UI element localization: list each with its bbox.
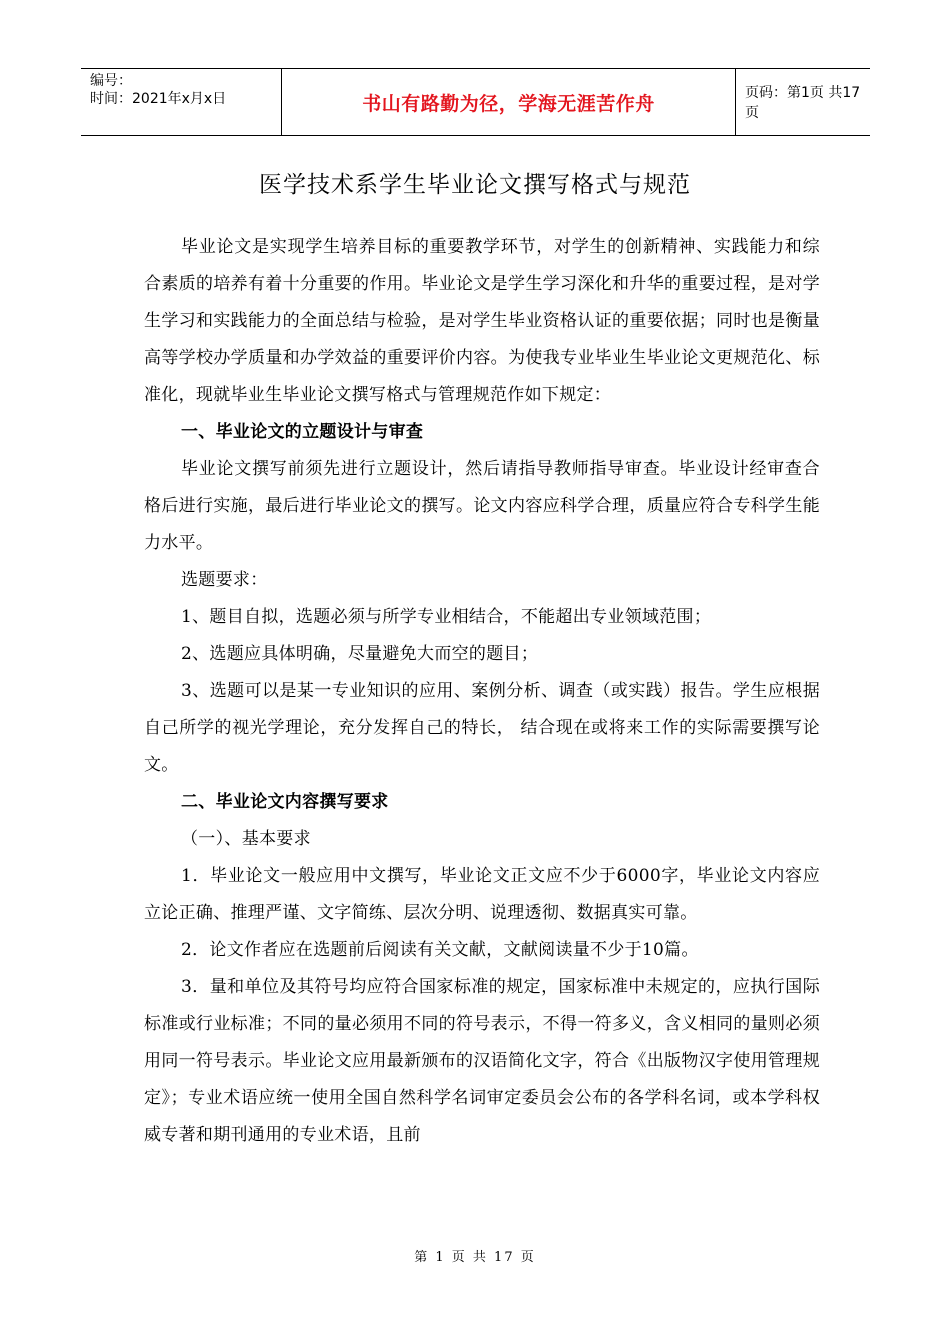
body-paragraph: 3．量和单位及其符号均应符合国家标准的规定，国家标准中未规定的，应执行国际标准或行业标准；不同的量必须用不同的符号表示，不得一符多义，含义相同的量则必须用同一符号表示。毕业论文应用最新颁布的汉语简化文字，符合《出版物汉字使用管理规定》；专业术语应统一使用全国自然科学名词审定委员会公布的各学科名词，或本学科权威专著和期刊通用的专业术语，且前 (144, 977, 820, 1145)
time-label: 时间：2021年x月x日 (90, 91, 227, 107)
number-label: 编号： (90, 73, 132, 89)
list-item: 3、选题可以是某一专业知识的应用、案例分析、调查（或实践）报告。学生应根据自己所学的视光学理论，充分发挥自己的特长， 结合现在或将来工作的实际需要撰写论文。 (144, 681, 820, 775)
page-footer: 第 1 页 共 17 页 (414, 1250, 536, 1265)
section-heading: 二、毕业论文内容撰写要求 (181, 792, 389, 812)
header-motto-cell (281, 69, 736, 135)
list-item: 1、题目自拟，选题必须与所学专业相结合，不能超出专业领域范围； (181, 607, 712, 627)
document-title: 医学技术系学生毕业论文撰写格式与规范 (259, 172, 691, 198)
list-item: 2、选题应具体明确，尽量避免大而空的题目； (181, 644, 539, 664)
body-paragraph: 2．论文作者应在选题前后阅读有关文献，文献阅读量不少于10篇。 (181, 940, 699, 960)
document-body (144, 229, 820, 1154)
body-paragraph: 毕业论文撰写前须先进行立题设计，然后请指导教师指导审查。毕业设计经审查合格后进行实施，最后进行毕业论文的撰写。论文内容应科学合理，质量应符合专科学生能力水平。 (144, 459, 820, 553)
page-header (81, 68, 870, 136)
intro-paragraph: 毕业论文是实现学生培养目标的重要教学环节，对学生的创新精神、实践能力和综合素质的培养有着十分重要的作用。毕业论文是学生学习深化和升华的重要过程，是对学生学习和实践能力的全面总结与检验，是对学生毕业资格认证的重要依据；同时也是衡量高等学校办学质量和办学效益的重要评价内容。为使我专业毕业生毕业论文更规范化、标准化，现就毕业生毕业论文撰写格式与管理规范作如下规定： (144, 237, 820, 405)
motto-text: 书山有路勤为径，学海无涯苦作舟 (362, 92, 655, 115)
body-paragraph: 1．毕业论文一般应用中文撰写，毕业论文正文应不少于6000字，毕业论文内容应立论正确、推理严谨、文字简练、层次分明、说理透彻、数据真实可靠。 (144, 866, 820, 923)
subsection-heading: （一）、基本要求 (181, 829, 311, 849)
body-paragraph: 选题要求： (181, 570, 268, 590)
header-page-info: 页码：第1页 共17页 (745, 85, 861, 121)
section-heading: 一、毕业论文的立题设计与审查 (181, 422, 424, 442)
header-meta (81, 69, 281, 135)
